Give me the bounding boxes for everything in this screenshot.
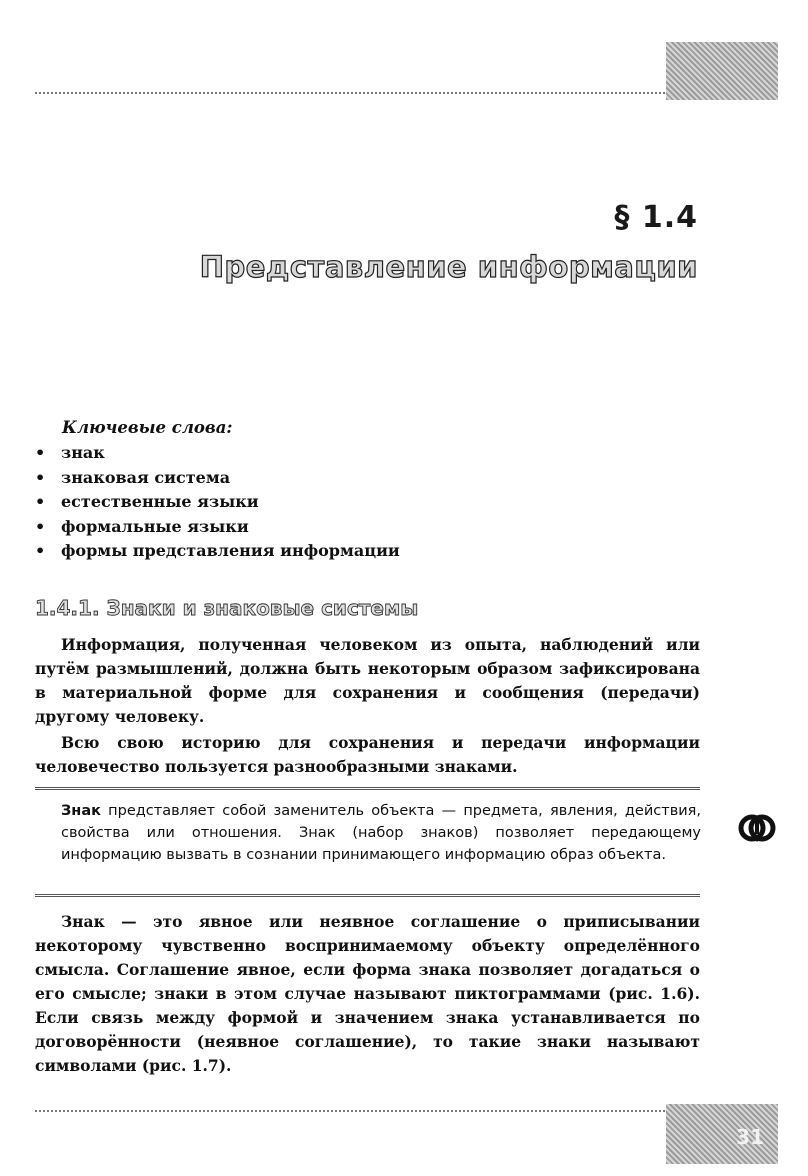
definition-marker-icon [737,808,777,848]
bottom-divider [35,1110,665,1112]
keyword-item: • знаковая система [35,466,715,491]
keyword-item: • знак [35,441,715,466]
definition-text [61,800,701,866]
keyword-item: • формы представления информации [35,539,715,564]
definition-term: Знак [61,803,101,819]
top-divider [35,92,665,94]
header-corner-decoration [666,42,778,100]
keywords-block [35,418,715,564]
page-number: 31 [736,1125,764,1149]
keywords-list [35,441,715,564]
paragraph-history: Всю свою историю для сохранения и передачи информации человечество пользуется разнообразными знаками. [35,733,700,776]
definition-box [35,787,700,897]
keyword-item: • естественные языки [35,490,715,515]
keywords-title: Ключевые слова: [62,418,233,437]
paragraph-information: Информация, полученная человеком из опыта, наблюдений или путём размышлений, должна быть некоторым образом зафиксирована в материальной форме для сохранения и сообщения (передачи) другому человеку. [35,635,700,726]
subsection-title: 1.4.1. Знаки и знаковые системы [35,596,419,620]
section-number: § 1.4 [614,200,698,235]
definition-body: представляет собой заменитель объекта — предмета, явления, действия, свойства или отношения. Знак (набор знаков) позволяет передающему информацию вызвать в сознании принимающего информацию образ объекта. [61,803,701,863]
section-title: Представление информации [199,250,698,284]
keyword-item: • формальные языки [35,515,715,540]
paragraph-sign-definition: Знак — это явное или неявное соглашение о приписывании некоторому чувственно воспринимаемому объекту определённого смысла. Соглашение явное, если форма знака позволяет догадаться о его смысле; знаки в этом случае называют пиктограммами (рис. 1.6). Если связь между формой и значением знака устанавливается по договорённости (неявное соглашение), то такие знаки называют символами (рис. 1.7). [35,912,700,1075]
